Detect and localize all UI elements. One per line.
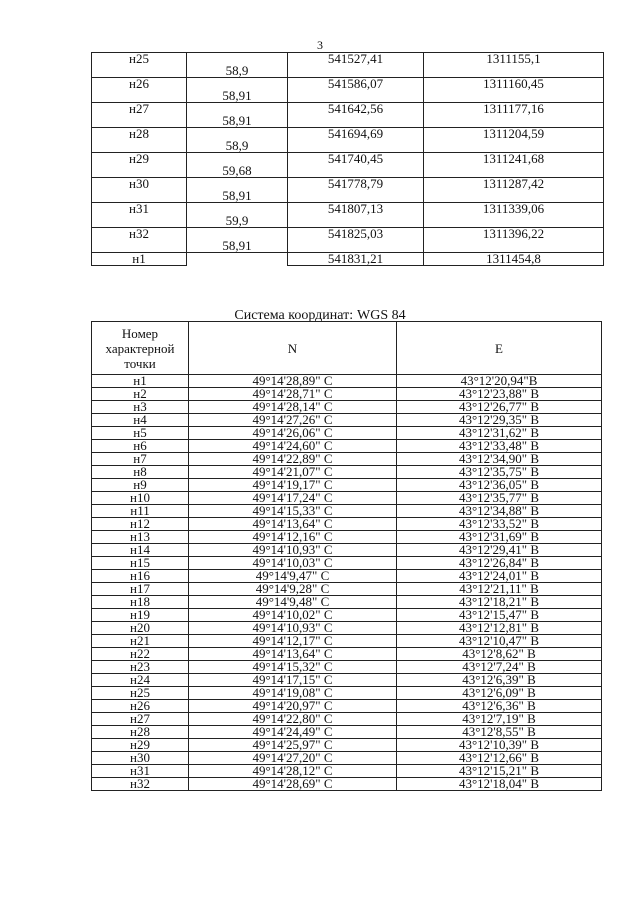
- latitude-cell: 49°14'22,89" С: [189, 453, 397, 466]
- latitude-cell: 49°14'26,06" С: [189, 427, 397, 440]
- distance-cell: 58,9: [187, 140, 288, 153]
- y-coordinate-cell: 1311241,68: [424, 153, 604, 166]
- point-number-cell: н19: [92, 609, 189, 622]
- longitude-cell: 43°12'6,36" В: [397, 700, 602, 713]
- longitude-cell: 43°12'36,05" В: [397, 479, 602, 492]
- point-number-cell: н28: [92, 726, 189, 739]
- longitude-cell: 43°12'7,19" В: [397, 713, 602, 726]
- table-row: [92, 153, 604, 166]
- coordinates-distance-table-body: [92, 53, 604, 266]
- y-coordinate-cell: 1311177,16: [424, 103, 604, 116]
- latitude-cell: 49°14'19,17" С: [189, 479, 397, 492]
- point-number-cell: н16: [92, 570, 189, 583]
- latitude-cell: 49°14'15,32" С: [189, 661, 397, 674]
- point-number-cell: н26: [92, 700, 189, 713]
- latitude-cell: 49°14'17,15" С: [189, 674, 397, 687]
- header-e: E: [397, 322, 602, 375]
- page-number: 3: [317, 38, 323, 52]
- latitude-cell: 49°14'10,02" С: [189, 609, 397, 622]
- latitude-cell: 49°14'28,89" С: [189, 375, 397, 388]
- distance-cell: 58,91: [187, 240, 288, 253]
- longitude-cell: 43°12'29,41" В: [397, 544, 602, 557]
- longitude-cell: 43°12'12,81" В: [397, 622, 602, 635]
- longitude-cell: 43°12'18,21" В: [397, 596, 602, 609]
- point-number-cell: н29: [92, 153, 187, 166]
- distance-cell: 59,68: [187, 165, 288, 178]
- longitude-cell: 43°12'8,62" В: [397, 648, 602, 661]
- point-number-cell: н27: [92, 103, 187, 116]
- x-coordinate-cell: 541807,13: [288, 203, 424, 216]
- wgs84-coordinates-table: [91, 321, 602, 791]
- point-number-cell: н22: [92, 648, 189, 661]
- table-row: [92, 78, 604, 91]
- point-number-cell: н30: [92, 178, 187, 191]
- latitude-cell: 49°14'10,93" С: [189, 622, 397, 635]
- longitude-cell: 43°12'15,47" В: [397, 609, 602, 622]
- table-row: [92, 203, 604, 216]
- latitude-cell: 49°14'9,47" С: [189, 570, 397, 583]
- point-number-cell: н31: [92, 203, 187, 216]
- point-number-cell: н5: [92, 427, 189, 440]
- point-number-cell: н2: [92, 388, 189, 401]
- latitude-cell: 49°14'21,07" С: [189, 466, 397, 479]
- point-number-cell: н17: [92, 583, 189, 596]
- distance-cell: 59,9: [187, 215, 288, 228]
- longitude-cell: 43°12'6,39" В: [397, 674, 602, 687]
- latitude-cell: 49°14'10,03" С: [189, 557, 397, 570]
- latitude-cell: 49°14'9,48" С: [189, 596, 397, 609]
- latitude-cell: 49°14'27,26" С: [189, 414, 397, 427]
- latitude-cell: 49°14'28,69" С: [189, 778, 397, 791]
- longitude-cell: 43°12'24,01" В: [397, 570, 602, 583]
- latitude-cell: 49°14'28,12" С: [189, 765, 397, 778]
- latitude-cell: 49°14'24,49" С: [189, 726, 397, 739]
- y-coordinate-cell: 1311160,45: [424, 78, 604, 91]
- longitude-cell: 43°12'35,75" В: [397, 466, 602, 479]
- point-number-cell: н7: [92, 453, 189, 466]
- point-number-cell: н32: [92, 778, 189, 791]
- latitude-cell: 49°14'10,93" С: [189, 544, 397, 557]
- x-coordinate-cell: 541778,79: [288, 178, 424, 191]
- distance-cell: 58,9: [187, 65, 288, 78]
- point-number-cell: н21: [92, 635, 189, 648]
- header-n: N: [189, 322, 397, 375]
- point-number-cell: н8: [92, 466, 189, 479]
- longitude-cell: 43°12'6,09" В: [397, 687, 602, 700]
- point-number-cell: н25: [92, 687, 189, 700]
- coordinate-system-name: WGS 84: [357, 308, 406, 323]
- point-number-cell: н26: [92, 78, 187, 91]
- distance-spacer-cell: [187, 253, 288, 266]
- longitude-cell: 43°12'20,94"В: [397, 375, 602, 388]
- longitude-cell: 43°12'26,77" В: [397, 401, 602, 414]
- table-row: [92, 228, 604, 241]
- table-row: [92, 178, 604, 191]
- x-coordinate-cell: 541586,07: [288, 78, 424, 91]
- longitude-cell: 43°12'18,04" В: [397, 778, 602, 791]
- latitude-cell: 49°14'9,28" С: [189, 583, 397, 596]
- y-coordinate-cell: 1311454,8: [424, 253, 604, 266]
- longitude-cell: 43°12'33,52" В: [397, 518, 602, 531]
- x-coordinate-cell: 541694,69: [288, 128, 424, 141]
- x-coordinate-cell: 541825,03: [288, 228, 424, 241]
- latitude-cell: 49°14'17,24" С: [189, 492, 397, 505]
- point-number-cell: н9: [92, 479, 189, 492]
- x-coordinate-cell: 541527,41: [288, 53, 424, 66]
- longitude-cell: 43°12'34,90" В: [397, 453, 602, 466]
- point-number-cell: н1: [92, 375, 189, 388]
- latitude-cell: 49°14'15,33" С: [189, 505, 397, 518]
- point-number-cell: н28: [92, 128, 187, 141]
- longitude-cell: 43°12'29,35" В: [397, 414, 602, 427]
- point-number-cell: н18: [92, 596, 189, 609]
- latitude-cell: 49°14'12,17" С: [189, 635, 397, 648]
- point-number-cell: н15: [92, 557, 189, 570]
- point-number-cell: н27: [92, 713, 189, 726]
- y-coordinate-cell: 1311204,59: [424, 128, 604, 141]
- point-number-cell: н4: [92, 414, 189, 427]
- point-number-cell: н6: [92, 440, 189, 453]
- y-coordinate-cell: 1311339,06: [424, 203, 604, 216]
- table-row: [92, 253, 604, 266]
- point-number-cell: н11: [92, 505, 189, 518]
- x-coordinate-cell: 541642,56: [288, 103, 424, 116]
- point-number-cell: н24: [92, 674, 189, 687]
- point-number-cell: н20: [92, 622, 189, 635]
- point-number-cell: н23: [92, 661, 189, 674]
- point-number-cell: н14: [92, 544, 189, 557]
- latitude-cell: 49°14'28,14" С: [189, 401, 397, 414]
- x-coordinate-cell: 541831,21: [288, 253, 424, 266]
- table-row: [92, 778, 602, 791]
- y-coordinate-cell: 1311396,22: [424, 228, 604, 241]
- point-number-cell: н31: [92, 765, 189, 778]
- longitude-cell: 43°12'33,48" В: [397, 440, 602, 453]
- distance-cell: 58,91: [187, 115, 288, 128]
- longitude-cell: 43°12'8,55" В: [397, 726, 602, 739]
- longitude-cell: 43°12'35,77" В: [397, 492, 602, 505]
- latitude-cell: 49°14'24,60" С: [189, 440, 397, 453]
- longitude-cell: 43°12'10,39" В: [397, 739, 602, 752]
- wgs84-coordinates-table-body: [92, 375, 602, 791]
- point-number-cell: н29: [92, 739, 189, 752]
- header-point-number: Номер характерной точки: [92, 322, 189, 375]
- latitude-cell: 49°14'12,16" С: [189, 531, 397, 544]
- longitude-cell: 43°12'23,88" В: [397, 388, 602, 401]
- longitude-cell: 43°12'21,11" В: [397, 583, 602, 596]
- point-number-cell: н10: [92, 492, 189, 505]
- latitude-cell: 49°14'13,64" С: [189, 518, 397, 531]
- latitude-cell: 49°14'19,08" С: [189, 687, 397, 700]
- latitude-cell: 49°14'27,20" С: [189, 752, 397, 765]
- point-number-cell: н3: [92, 401, 189, 414]
- table-row: [92, 128, 604, 141]
- point-number-cell: н1: [92, 253, 187, 266]
- latitude-cell: 49°14'13,64" С: [189, 648, 397, 661]
- point-number-cell: н30: [92, 752, 189, 765]
- x-coordinate-cell: 541740,45: [288, 153, 424, 166]
- coordinates-distance-table: [91, 52, 604, 266]
- point-number-cell: н32: [92, 228, 187, 241]
- distance-cell: 58,91: [187, 190, 288, 203]
- longitude-cell: 43°12'12,66" В: [397, 752, 602, 765]
- distance-cell: 58,91: [187, 90, 288, 103]
- longitude-cell: 43°12'10,47" В: [397, 635, 602, 648]
- y-coordinate-cell: 1311287,42: [424, 178, 604, 191]
- y-coordinate-cell: 1311155,1: [424, 53, 604, 66]
- table-header-row: [92, 322, 602, 375]
- point-number-cell: н12: [92, 518, 189, 531]
- point-number-cell: н13: [92, 531, 189, 544]
- latitude-cell: 49°14'20,97" С: [189, 700, 397, 713]
- longitude-cell: 43°12'15,21" В: [397, 765, 602, 778]
- latitude-cell: 49°14'22,80" С: [189, 713, 397, 726]
- point-number-cell: н25: [92, 53, 187, 66]
- longitude-cell: 43°12'34,88" В: [397, 505, 602, 518]
- longitude-cell: 43°12'31,69" В: [397, 531, 602, 544]
- latitude-cell: 49°14'25,97" С: [189, 739, 397, 752]
- coordinate-system-caption-prefix: Система координат:: [234, 308, 354, 323]
- longitude-cell: 43°12'7,24" В: [397, 661, 602, 674]
- longitude-cell: 43°12'31,62" В: [397, 427, 602, 440]
- latitude-cell: 49°14'28,71" С: [189, 388, 397, 401]
- table-row: [92, 103, 604, 116]
- table-row: [92, 53, 604, 66]
- longitude-cell: 43°12'26,84" В: [397, 557, 602, 570]
